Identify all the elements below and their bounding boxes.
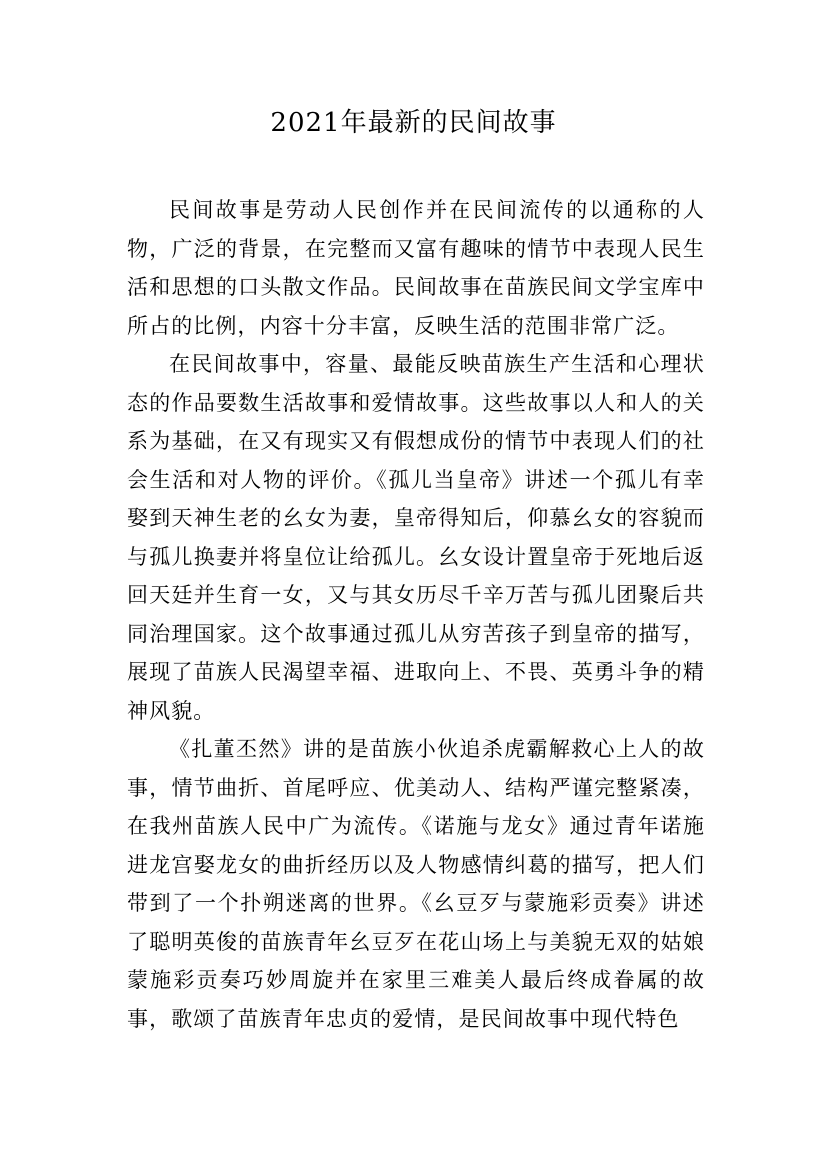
document-body [127, 191, 705, 1038]
paragraph-life-and-love-stories: 在民间故事中，容量、最能反映苗族生产生活和心理状态的作品要数生活故事和爱情故事。这些故事以人和人的关系为基础，在又有现实又有假想成份的情节中表现人们的社会生活和对人物的评价。《孤儿当皇帝》讲述一个孤儿有幸娶到天神生老的幺女为妻，皇帝得知后，仰慕幺女的容貌而与孤儿换妻并将皇位让给孤儿。幺女设计置皇帝于死地后返回天廷并生育一女，又与其女历尽千辛万苦与孤儿团聚后共同治理国家。这个故事通过孤儿从穷苦孩子到皇帝的描写，展现了苗族人民渴望幸福、进取向上、不畏、英勇斗争的精神风貌。 [127, 352, 705, 723]
paragraph-intro: 民间故事是劳动人民创作并在民间流传的以通称的人物，广泛的背景，在完整而又富有趣味的情节中表现人民生活和思想的口头散文作品。民间故事在苗族民间文学宝库中所占的比例，内容十分丰富，反映生活的范围非常广泛。 [127, 198, 705, 338]
document-title: 2021年最新的民间故事 [270, 108, 557, 138]
paragraph-story-examples: 《扎董丕然》讲的是苗族小伙追杀虎霸解救心上人的故事，情节曲折、首尾呼应、优美动人、结构严谨完整紧凑，在我州苗族人民中广为流传。《诺施与龙女》通过青年诺施进龙宫娶龙女的曲折经历以及人物感情纠葛的描写，把人们带到了一个扑朔迷离的世界。《幺豆歹与蒙施彩贡奏》讲述了聪明英俊的苗族青年幺豆歹在花山场上与美貌无双的姑娘蒙施彩贡奏巧妙周旋并在家里三难美人最后终成眷属的故事，歌颂了苗族青年忠贞的爱情，是民间故事中现代特色 [127, 737, 705, 1031]
